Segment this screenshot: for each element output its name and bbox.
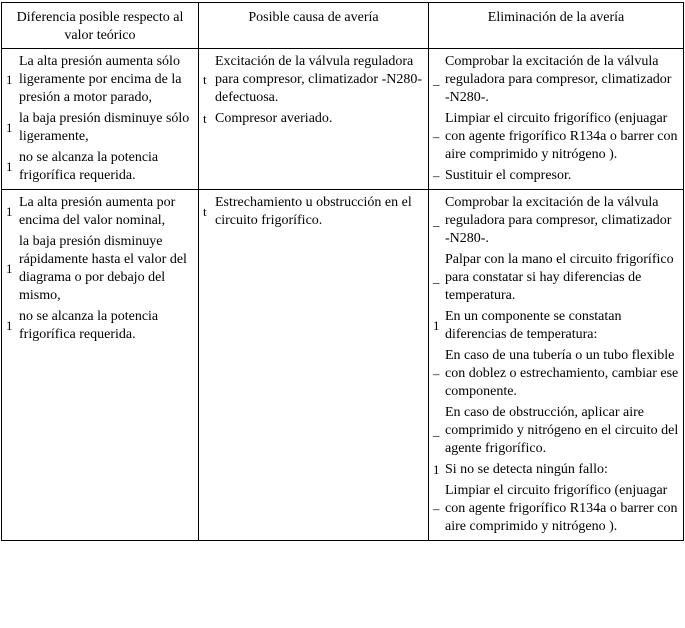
bullet-marker: 1 [433, 318, 440, 333]
deviation-cell [2, 49, 199, 190]
header-cause: Posible causa de avería [199, 3, 429, 49]
bullet-marker: t [203, 72, 207, 87]
list-item [203, 110, 424, 128]
item-text: Limpiar el circuito frigorífico (enjuagar con agente frigorífico R134a o barrer con aire comprimido y nitrógeno ). [445, 111, 678, 162]
item-text: Comprobar la excitación de la válvula reguladora para compresor, climatizador -N280-. [445, 195, 672, 246]
list-item [433, 167, 679, 185]
bullet-marker: 1 [6, 120, 13, 135]
deviation-cell [2, 190, 199, 541]
table-header-row [2, 3, 684, 49]
item-text: La alta presión aumenta sólo ligeramente por encima de la presión a motor parado, [19, 54, 182, 105]
item-text: no se alcanza la potencia frigorífica requerida. [19, 150, 159, 183]
cause-cell [199, 49, 429, 190]
cause-cell [199, 190, 429, 541]
bullet-marker: 1 [6, 72, 13, 87]
bullet-marker: – [433, 168, 440, 183]
bullet-marker: 1 [6, 204, 13, 219]
remedy-cell [429, 190, 684, 541]
table-body [2, 49, 684, 541]
bullet-marker: 1 [6, 159, 13, 174]
item-text: Excitación de la válvula reguladora para compresor, climatizador -N280- defectuosa. [215, 54, 423, 105]
bullet-marker: t [203, 111, 207, 126]
list-item [433, 482, 679, 536]
item-text: En caso de una tubería o un tubo flexible con doblez o estrechamiento, cambiar ese componente. [445, 348, 679, 399]
list-item [6, 233, 194, 305]
table-row [2, 190, 684, 541]
list-item [433, 110, 679, 164]
list-item [433, 347, 679, 401]
list-item [6, 149, 194, 185]
item-text: Palpar con la mano el circuito frigorífico para constatar si hay diferencias de temperatura. [445, 252, 674, 303]
item-text: Sustituir el compresor. [445, 168, 572, 183]
list-item [203, 53, 424, 107]
bullet-marker: _ [433, 72, 440, 87]
item-text: Si no se detecta ningún fallo: [445, 462, 608, 477]
list-item [6, 194, 194, 230]
fault-diagnosis-table [1, 2, 684, 541]
bullet-marker: 1 [6, 261, 13, 276]
item-text: En un componente se constatan diferencias de temperatura: [445, 309, 622, 342]
header-deviation: Diferencia posible respecto al valor teórico [2, 3, 199, 49]
bullet-marker: – [433, 129, 440, 144]
list-item [433, 404, 679, 458]
item-text: Limpiar el circuito frigorífico (enjuagar con agente frigorífico R134a o barrer con aire comprimido y nitrógeno ). [445, 483, 678, 534]
bullet-marker: 1 [6, 318, 13, 333]
list-item [433, 251, 679, 305]
bullet-marker: – [433, 501, 440, 516]
list-item [6, 53, 194, 107]
header-remedy: Eliminación de la avería [429, 3, 684, 49]
bullet-marker: _ [433, 270, 440, 285]
list-item [433, 308, 679, 344]
list-item [203, 194, 424, 230]
list-item [6, 110, 194, 146]
item-text: En caso de obstrucción, aplicar aire comprimido y nitrógeno en el circuito del agente frigorífico. [445, 405, 679, 456]
list-item [433, 53, 679, 107]
item-text: La alta presión aumenta por encima del valor nominal, [19, 195, 176, 228]
list-item [433, 461, 679, 479]
item-text: la baja presión disminuye rápidamente hasta el valor del diagrama o por debajo del mismo, [19, 234, 187, 303]
item-text: no se alcanza la potencia frigorífica requerida. [19, 309, 159, 342]
bullet-marker: 1 [433, 462, 440, 477]
bullet-marker: t [203, 204, 207, 219]
list-item [433, 194, 679, 248]
bullet-marker: _ [433, 423, 440, 438]
item-text: Compresor averiado. [215, 111, 333, 126]
remedy-cell [429, 49, 684, 190]
item-text: Estrechamiento u obstrucción en el circuito frigorífico. [215, 195, 412, 228]
table-row [2, 49, 684, 190]
bullet-marker: _ [433, 213, 440, 228]
item-text: la baja presión disminuye sólo ligeramente, [19, 111, 190, 144]
bullet-marker: – [433, 366, 440, 381]
item-text: Comprobar la excitación de la válvula reguladora para compresor, climatizador -N280-. [445, 54, 672, 105]
list-item [6, 308, 194, 344]
